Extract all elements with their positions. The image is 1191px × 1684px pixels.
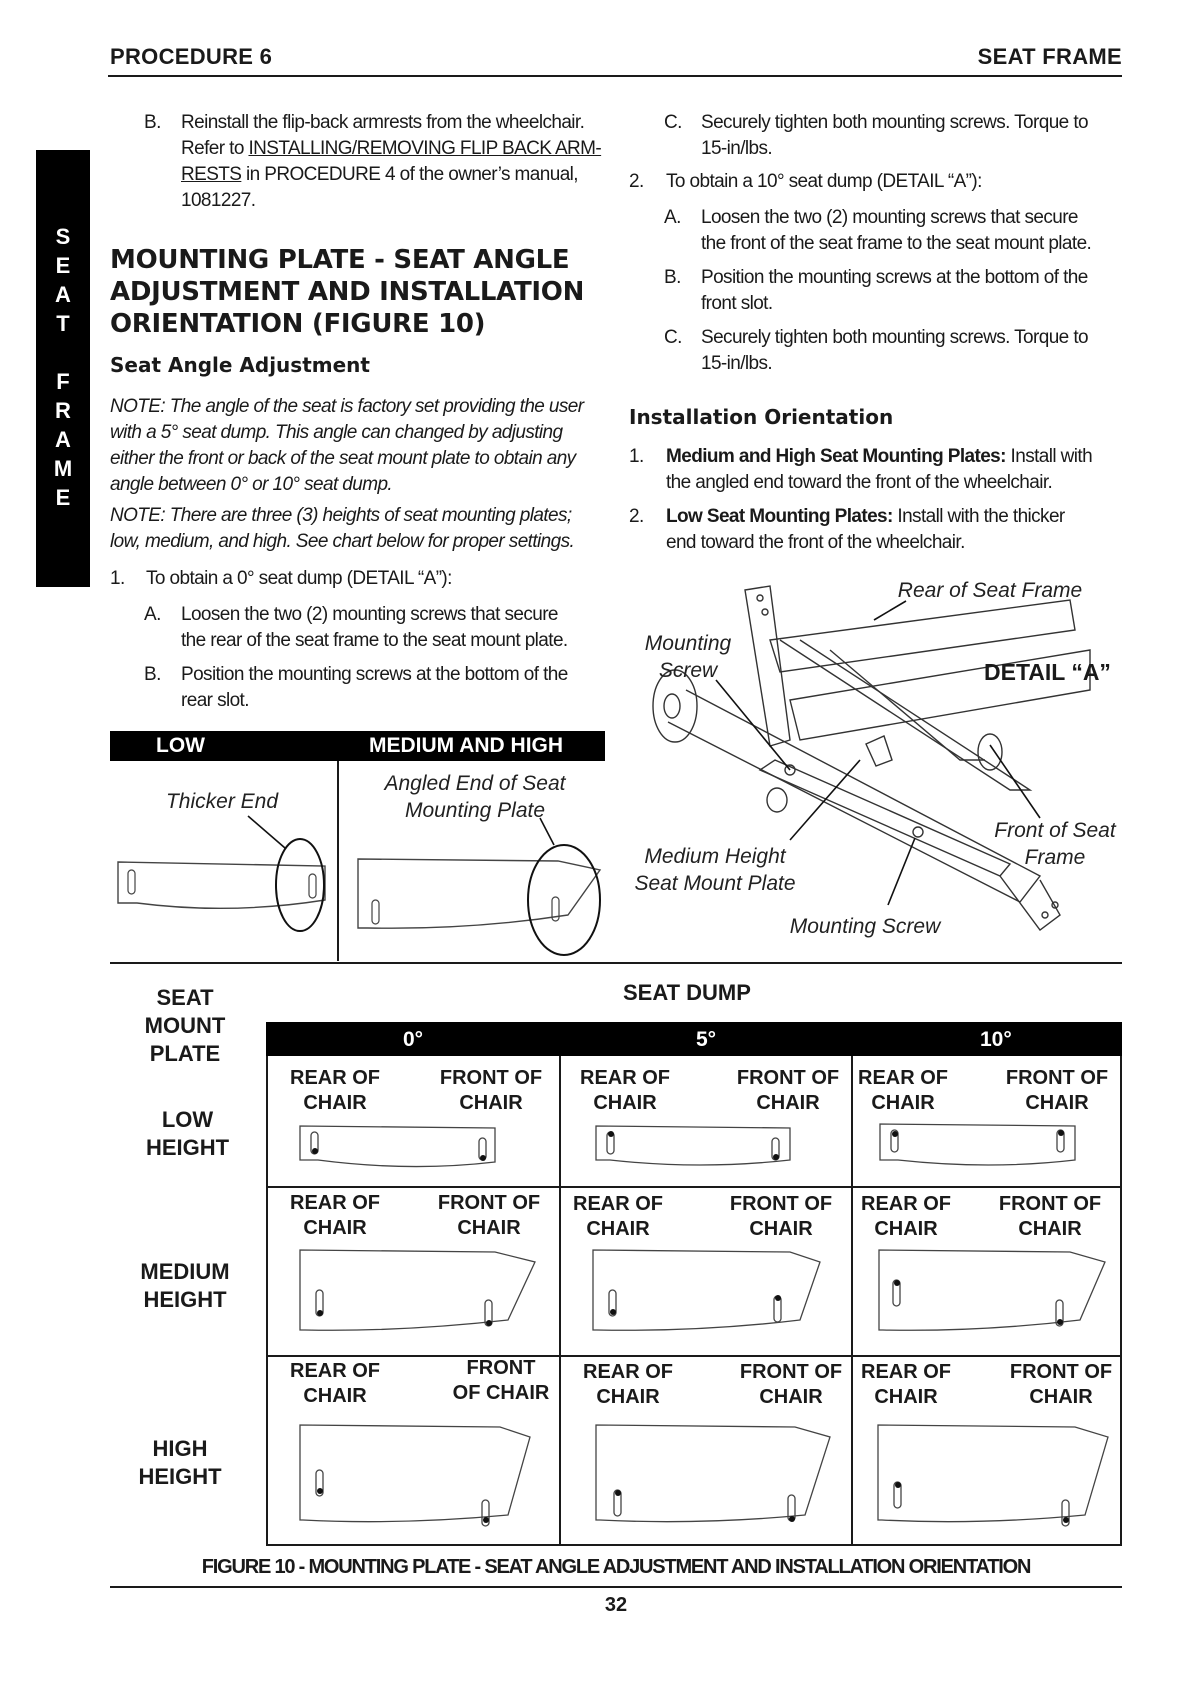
step-2c: C. Securely tighten both mounting screws. Torque to 15-in/lbs. bbox=[664, 327, 1088, 374]
seat-dump-title: SEAT DUMP bbox=[623, 980, 751, 1005]
front-of-chair-label: FRONT OF CHAIR bbox=[736, 1067, 840, 1114]
front-of-chair-label: FRONT OF CHAIR bbox=[1009, 1361, 1113, 1408]
row-label-low: LOW HEIGHT bbox=[145, 1107, 230, 1160]
step-1a: A. Loosen the two (2) mounting screws that secure the rear of the seat frame to the seat mount plate. bbox=[144, 604, 568, 651]
front-of-chair-label: FRONT OF CHAIR bbox=[437, 1192, 541, 1239]
rear-of-chair-label: REAR OF CHAIR bbox=[861, 1193, 951, 1240]
rear-of-chair-label: REAR OF CHAIR bbox=[290, 1360, 380, 1407]
rear-of-chair-label: REAR OF CHAIR bbox=[858, 1067, 948, 1114]
tab-letter: R bbox=[55, 398, 71, 423]
step-1: 1. To obtain a 0° seat dump (DETAIL “A”): bbox=[110, 568, 452, 589]
front-of-seat-frame-label: Front of Seat Frame bbox=[994, 819, 1116, 869]
note-plate-heights: NOTE: There are three (3) heights of seat mounting plates; low, medium, and high. See chart below for proper settings. bbox=[110, 505, 575, 552]
tab-letter: E bbox=[55, 253, 71, 278]
cross-reference-link[interactable]: INSTALLING/REMOVING FLIP BACK ARM- bbox=[248, 138, 602, 159]
front-of-chair-label: FRONT OF CHAIR bbox=[1005, 1067, 1109, 1114]
orientation-table-header: LOW MEDIUM AND HIGH bbox=[110, 731, 605, 761]
tab-letter: A bbox=[55, 282, 71, 307]
medium-height-plate-label: Medium Height Seat Mount Plate bbox=[634, 845, 796, 895]
rear-of-chair-label: REAR OF CHAIR bbox=[580, 1067, 670, 1114]
note-factory-setting: NOTE: The angle of the seat is factory set providing the user with a 5° seat dump. This angle can changed by adjusting either the front or back of the seat mount plate to obtain any angle between 0° or 10° seat dump. bbox=[110, 396, 584, 495]
figure-caption: FIGURE 10 - MOUNTING PLATE - SEAT ANGLE ADJUSTMENT AND INSTALLATION ORIENTATION bbox=[201, 1556, 1031, 1578]
tab-letter: S bbox=[55, 224, 71, 249]
front-of-chair-label: FRONT OF CHAIR bbox=[729, 1193, 833, 1240]
angled-end-label: Angled End of Seat Mounting Plate bbox=[384, 772, 566, 822]
rear-of-chair-label: REAR OF CHAIR bbox=[573, 1193, 663, 1240]
front-of-chair-label: FRONT OF CHAIR bbox=[739, 1361, 843, 1408]
orientation-1: 1. Medium and High Seat Mounting Plates: Install with the angled end toward the front of the wheelchair. bbox=[629, 446, 1093, 493]
detail-a-title: DETAIL “A” bbox=[984, 659, 1111, 685]
thicker-end-label: Thicker End bbox=[165, 790, 279, 813]
step-1c: C. Securely tighten both mounting screws. Torque to 15-in/lbs. bbox=[664, 112, 1088, 159]
front-of-chair-label: FRONT OF CHAIR bbox=[452, 1357, 550, 1404]
front-of-chair-label: FRONT OF CHAIR bbox=[439, 1067, 543, 1114]
step-2b: B. Position the mounting screws at the bottom of the front slot. bbox=[664, 267, 1088, 314]
rear-of-chair-label: REAR OF CHAIR bbox=[861, 1361, 951, 1408]
footer-rule bbox=[110, 1586, 1122, 1588]
subheading-installation: Installation Orientation bbox=[629, 405, 894, 429]
step-1b: B. Position the mounting screws at the bottom of the rear slot. bbox=[144, 664, 568, 711]
page-number: 32 bbox=[604, 1594, 628, 1616]
rear-of-chair-label: REAR OF CHAIR bbox=[583, 1361, 673, 1408]
mounting-screw-label: Mounting Screw bbox=[644, 632, 732, 682]
tab-letter: E bbox=[55, 485, 71, 510]
rear-of-chair-label: REAR OF CHAIR bbox=[290, 1067, 380, 1114]
tab-letter: T bbox=[56, 311, 70, 336]
tab-letter: A bbox=[55, 427, 71, 452]
chart-row-header: SEAT MOUNT PLATE bbox=[144, 985, 226, 1066]
front-of-chair-label: FRONT OF CHAIR bbox=[998, 1193, 1102, 1240]
mounting-screw-bottom-label: Mounting Screw bbox=[789, 915, 941, 938]
step-2a: A. Loosen the two (2) mounting screws that secure the front of the seat frame to the seat mount plate. bbox=[664, 207, 1092, 254]
step-2: 2. To obtain a 10° seat dump (DETAIL “A”): bbox=[629, 171, 982, 192]
rear-of-chair-label: REAR OF CHAIR bbox=[290, 1192, 380, 1239]
row-label-high: HIGH HEIGHT bbox=[138, 1436, 222, 1489]
rear-of-seat-frame-label: Rear of Seat Frame bbox=[897, 579, 1083, 602]
intro-step-b: B. Reinstall the flip-back armrests from the wheelchair. Refer to INSTALLING/REMOVING FLIP BACK ARM- RESTS in PROCEDURE 4 of the owner’s manual, 1081227. bbox=[144, 112, 602, 211]
subheading-seat-angle: Seat Angle Adjustment bbox=[110, 353, 370, 377]
column-0-deg: 0° bbox=[403, 1028, 424, 1051]
tab-letter: F bbox=[56, 369, 70, 394]
tab-letter: M bbox=[53, 456, 73, 481]
column-5-deg: 5° bbox=[696, 1028, 717, 1051]
procedure-label: PROCEDURE 6 bbox=[110, 44, 273, 69]
section-title: SEAT FRAME bbox=[977, 44, 1122, 69]
row-label-medium: MEDIUM HEIGHT bbox=[140, 1259, 230, 1312]
column-10-deg: 10° bbox=[980, 1028, 1012, 1051]
orientation-2: 2. Low Seat Mounting Plates: Install with the thicker end toward the front of the wheelchair. bbox=[629, 506, 1065, 553]
section-heading: MOUNTING PLATE - SEAT ANGLE ADJUSTMENT AND INSTALLATION ORIENTATION (FIGURE 10) bbox=[110, 245, 585, 339]
cross-reference-link[interactable]: RESTS bbox=[181, 164, 242, 185]
